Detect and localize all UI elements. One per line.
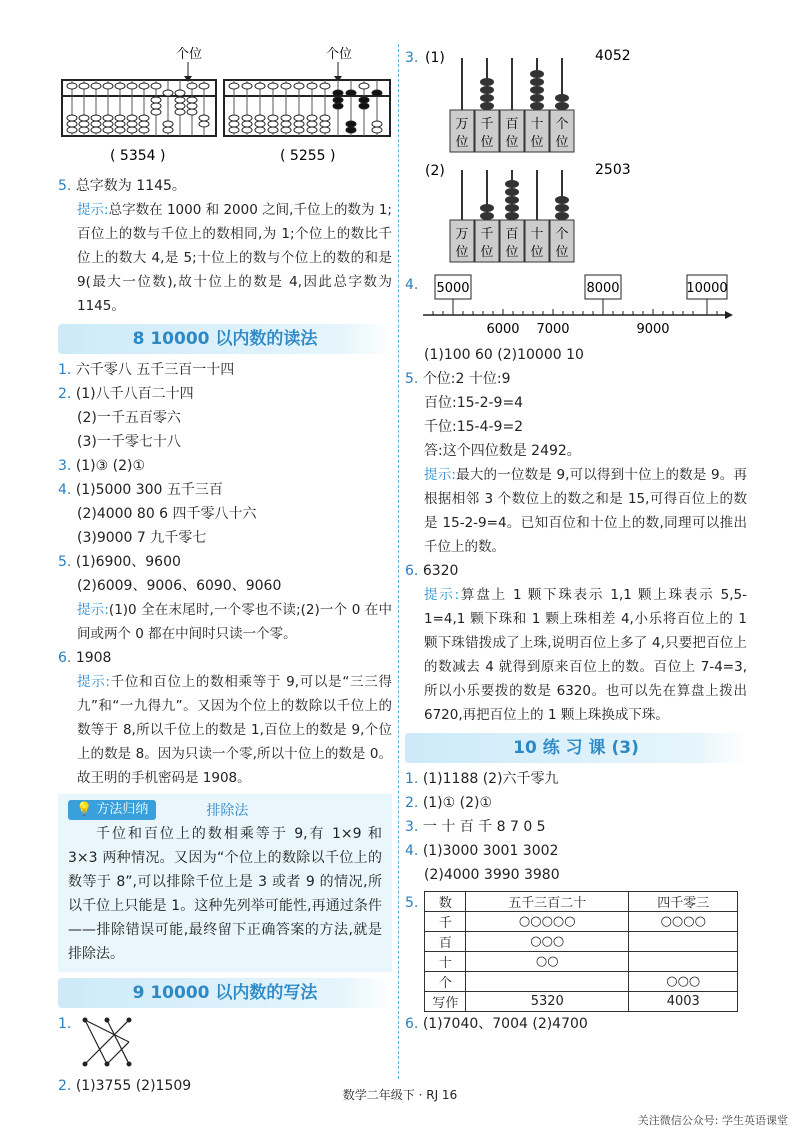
abacus-1 bbox=[62, 80, 216, 136]
method-tag bbox=[68, 800, 156, 820]
method-tag-text: 方法归纳 bbox=[96, 802, 149, 817]
box-5000: 5000 bbox=[436, 281, 470, 296]
rq5 bbox=[405, 367, 747, 391]
s8-q3-text: (1)③ (2)① bbox=[75, 458, 146, 474]
s8-q6-number: 6. bbox=[58, 650, 72, 666]
method-title-row bbox=[68, 798, 382, 822]
s8-q5-number: 5. bbox=[58, 554, 72, 570]
hint-label: 提示: bbox=[77, 202, 109, 218]
s10-q4-number: 4. bbox=[405, 843, 419, 859]
q5-text: 总字数为 1145。 bbox=[75, 178, 186, 194]
s10-q5-number: 5. bbox=[405, 895, 419, 911]
q5-number: 5. bbox=[58, 178, 72, 194]
tick-6000: 6000 bbox=[486, 322, 520, 337]
c2-place-wan: 万 bbox=[455, 227, 469, 242]
c2-pos-4: 位 bbox=[530, 245, 544, 260]
s8-q6 bbox=[58, 646, 392, 670]
s10-q4-line1: (1)3000 3001 3002 bbox=[422, 843, 559, 859]
s8-q5-line2: (2)6009、9006、6090、9060 bbox=[77, 578, 282, 594]
t-shi: 十 bbox=[425, 952, 466, 972]
t-qian1: ○○○○○ bbox=[466, 912, 629, 932]
c2-pos-2: 位 bbox=[480, 245, 494, 260]
t-h2: 四千零三 bbox=[629, 892, 738, 912]
c2-place-shi: 十 bbox=[530, 227, 544, 242]
s10-q4 bbox=[405, 839, 747, 863]
tick-9000: 9000 bbox=[636, 322, 670, 337]
s8-q4 bbox=[58, 478, 392, 502]
s8-q2 bbox=[58, 382, 392, 406]
section-8-title: 8 10000 以内数的读法 bbox=[58, 324, 392, 354]
t-shi1: ○○ bbox=[466, 952, 629, 972]
watermark: 关注微信公众号: 学生英语课堂 bbox=[637, 1114, 788, 1127]
q3-value1: 4052 bbox=[595, 48, 631, 64]
s8-q1-text: 六千零八 五千三百一十四 bbox=[75, 362, 235, 378]
c1-pos-3: 位 bbox=[505, 135, 519, 150]
s10-q5 bbox=[405, 891, 747, 1012]
s8-q2-number: 2. bbox=[58, 386, 72, 402]
t-h1: 五千三百二十 bbox=[466, 892, 629, 912]
t-qian: 千 bbox=[425, 912, 466, 932]
t-shi2 bbox=[629, 952, 738, 972]
s9-q2-number: 2. bbox=[58, 1078, 72, 1094]
t-bai2 bbox=[629, 932, 738, 952]
s10-q1-number: 1. bbox=[405, 771, 419, 787]
c1-pos-5: 位 bbox=[555, 135, 569, 150]
s10-q2 bbox=[405, 791, 747, 815]
s10-q2-number: 2. bbox=[405, 795, 419, 811]
rq5-line1: 个位:2 十位:9 bbox=[422, 371, 511, 387]
t-qian2: ○○○○ bbox=[629, 912, 738, 932]
s10-q3-text: 一 十 百 千 8 7 0 5 bbox=[422, 819, 546, 835]
abacus-figure bbox=[58, 40, 392, 170]
lightbulb-icon: 💡 bbox=[76, 802, 93, 817]
method-summary-box bbox=[58, 794, 392, 972]
s8-q3 bbox=[58, 454, 392, 478]
q5-hint bbox=[58, 198, 392, 318]
s8-q4-line3: (3)9000 7 九千零七 bbox=[77, 530, 207, 546]
c1-pos-1: 位 bbox=[455, 135, 469, 150]
rq5-number: 5. bbox=[405, 371, 419, 387]
s8-q4-line2: (2)4000 80 6 四千零八十六 bbox=[77, 506, 257, 522]
s8-q3-number: 3. bbox=[58, 458, 72, 474]
q5-answer bbox=[58, 174, 392, 198]
s9-q1 bbox=[58, 1012, 392, 1074]
tick-7000: 7000 bbox=[536, 322, 570, 337]
rq5-hint-text: 最大的一位数是 9,可以得到十位上的数是 9。再根据相邻 3 个数位上的数之和是 15,可得百位上的数是 15-2-9=4。已知百位和十位上的数,同理可以推出千位上的数。 bbox=[424, 467, 747, 555]
c1-pos-2: 位 bbox=[480, 135, 494, 150]
hint-label: 提示: bbox=[77, 674, 110, 690]
q3-value2: 2503 bbox=[595, 162, 631, 178]
q4-answer: (1)100 60 (2)10000 10 bbox=[424, 347, 584, 363]
t-ge: 个 bbox=[425, 972, 466, 992]
s10-q4-line2: (2)4000 3990 3980 bbox=[424, 867, 560, 883]
c2-place-ge: 个 bbox=[555, 227, 569, 242]
c2-pos-5: 位 bbox=[555, 245, 569, 260]
rq5-line3: 千位:15-4-9=2 bbox=[424, 419, 524, 435]
s10-q6-text: (1)7040、7004 (2)4700 bbox=[422, 1016, 588, 1032]
c1-place-wan: 万 bbox=[455, 117, 469, 132]
c1-pos-4: 位 bbox=[530, 135, 544, 150]
method-text: 千位和百位上的数相乘等于 9,有 1×9 和 3×3 两种情况。又因为“个位上的数除以千位上的数等于 8”,可以排除千位上是 3 或者 9 的情况,所以千位上只能是 1。这种先列举可能性,再通过条件——排除错误可能,最终留下正确答案的方法,就是排除法。 bbox=[68, 826, 382, 962]
s10-q1-text: (1)1188 (2)六千零九 bbox=[422, 771, 559, 787]
rq5-line4: 答:这个四位数是 2492。 bbox=[424, 443, 581, 459]
t-ge1 bbox=[466, 972, 629, 992]
hint-label: 提示: bbox=[424, 467, 456, 483]
s8-q6-hint bbox=[58, 670, 392, 790]
t-xie2: 4003 bbox=[629, 992, 738, 1012]
s10-q3-number: 3. bbox=[405, 819, 419, 835]
s10-q2-text: (1)① (2)① bbox=[422, 795, 493, 811]
c1-place-bai: 百 bbox=[505, 117, 519, 132]
t-ge2: ○○○ bbox=[629, 972, 738, 992]
c2-place-bai: 百 bbox=[505, 227, 519, 242]
t-xie1: 5320 bbox=[466, 992, 629, 1012]
q5-hint-text: 总字数在 1000 和 2000 之间,千位上的数为 1;百位上的数与千位上的数相同,为 1;个位上的数比千位上的数大 4,是 5;十位上的数与个位上的数的和是 9(最大一位数),故十位上的数是 4,因此总字数为 1145。 bbox=[77, 202, 392, 314]
rq6-number: 6. bbox=[405, 563, 419, 579]
method-name: 排除法 bbox=[206, 803, 249, 819]
t-bai: 百 bbox=[425, 932, 466, 952]
t-xie: 写作 bbox=[425, 992, 466, 1012]
abacus2-caption: ( 5255 ) bbox=[280, 148, 336, 164]
s9-q2-text: (1)3755 (2)1509 bbox=[75, 1078, 192, 1094]
q3-part1-label: (1) bbox=[425, 50, 445, 66]
column-divider bbox=[398, 44, 399, 1079]
abacus1-label: 个位 bbox=[176, 47, 203, 62]
c1-place-shi: 十 bbox=[530, 117, 544, 132]
rq6-text: 6320 bbox=[422, 563, 459, 579]
c2-place-qian: 千 bbox=[480, 227, 494, 242]
s9-q1-number: 1. bbox=[58, 1016, 72, 1032]
c2-pos-3: 位 bbox=[505, 245, 519, 260]
rq6-hint bbox=[405, 583, 747, 727]
c1-place-ge: 个 bbox=[555, 117, 569, 132]
left-column bbox=[58, 40, 392, 1098]
s10-q6-number: 6. bbox=[405, 1016, 419, 1032]
abacus-2 bbox=[224, 80, 390, 136]
t-bai1: ○○○ bbox=[466, 932, 629, 952]
s8-q5-hint-text: (1)0 全在末尾时,一个零也不读;(2)一个 0 在中间或两个 0 都在中间时只读一个零。 bbox=[77, 602, 392, 642]
abacus1-caption: ( 5354 ) bbox=[110, 148, 166, 164]
place-value-table bbox=[424, 891, 738, 1012]
box-8000: 8000 bbox=[586, 281, 620, 296]
s8-q1 bbox=[58, 358, 392, 382]
s8-q4-number: 4. bbox=[58, 482, 72, 498]
q3-counter-figures bbox=[405, 40, 747, 265]
s10-q6 bbox=[405, 1012, 747, 1036]
q4-number: 4. bbox=[405, 277, 419, 293]
q4-number-line bbox=[405, 269, 747, 339]
rq6 bbox=[405, 559, 747, 583]
section-10-title: 10 练 习 课 (3) bbox=[405, 733, 747, 763]
hint-label: 提示: bbox=[424, 587, 460, 603]
s10-q1 bbox=[405, 767, 747, 791]
s8-q2-line1: (1)八千八百二十四 bbox=[75, 386, 194, 402]
s10-q3 bbox=[405, 815, 747, 839]
rq5-hint bbox=[405, 463, 747, 559]
c1-place-qian: 千 bbox=[480, 117, 494, 132]
page-footer: 数学二年级下 · RJ 16 bbox=[342, 1088, 458, 1102]
s8-q2-line3: (3)一千零七十八 bbox=[77, 434, 181, 450]
q3-number: 3. bbox=[405, 50, 419, 66]
s8-q5-hint bbox=[58, 598, 392, 646]
q3-part2-label: (2) bbox=[425, 163, 445, 179]
c2-pos-1: 位 bbox=[455, 245, 469, 260]
abacus2-label: 个位 bbox=[326, 47, 353, 62]
s8-q6-hint-text: 千位和百位上的数相乘等于 9,可以是“三三得九”和“一九得九”。又因为个位上的数除以千位上的数等于 8,所以千位上的数是 1,百位上的数是 9,个位上的数是 8。因为只读一个零,所以十位上的数是 0。故王明的手机密码是 1908。 bbox=[77, 674, 392, 786]
s8-q5-line1: (1)6900、9600 bbox=[75, 554, 181, 570]
section-9-title: 9 10000 以内数的写法 bbox=[58, 978, 392, 1008]
right-column bbox=[405, 40, 747, 1036]
rq6-hint-text: 算盘上 1 颗下珠表示 1,1 颗上珠表示 5,5-1=4,1 颗下珠和 1 颗上珠相差 4,小乐将百位上的 1 颗下珠错拨成了上珠,说明百位上多了 4,只要把百位上的数减去 4 就得到原来百位上的数。百位上 7-4=3,所以小乐要拨的数是 6320。也可以先在算盘上拨出 6720,再把百位上的 1 颗上珠换成下珠。 bbox=[424, 587, 747, 723]
s8-q1-number: 1. bbox=[58, 362, 72, 378]
matching-lines-diagram bbox=[77, 1012, 157, 1072]
s8-q6-text: 1908 bbox=[75, 650, 112, 666]
rq5-line2: 百位:15-2-9=4 bbox=[424, 395, 524, 411]
s8-q4-line1: (1)5000 300 五千三百 bbox=[75, 482, 223, 498]
box-10000: 10000 bbox=[686, 281, 728, 296]
t-h0: 数 bbox=[425, 892, 466, 912]
counter-2 bbox=[450, 170, 574, 262]
s8-q5 bbox=[58, 550, 392, 574]
s8-q2-line2: (2)一千五百零六 bbox=[77, 410, 181, 426]
counter-1 bbox=[450, 58, 574, 152]
hint-label: 提示: bbox=[77, 602, 109, 618]
